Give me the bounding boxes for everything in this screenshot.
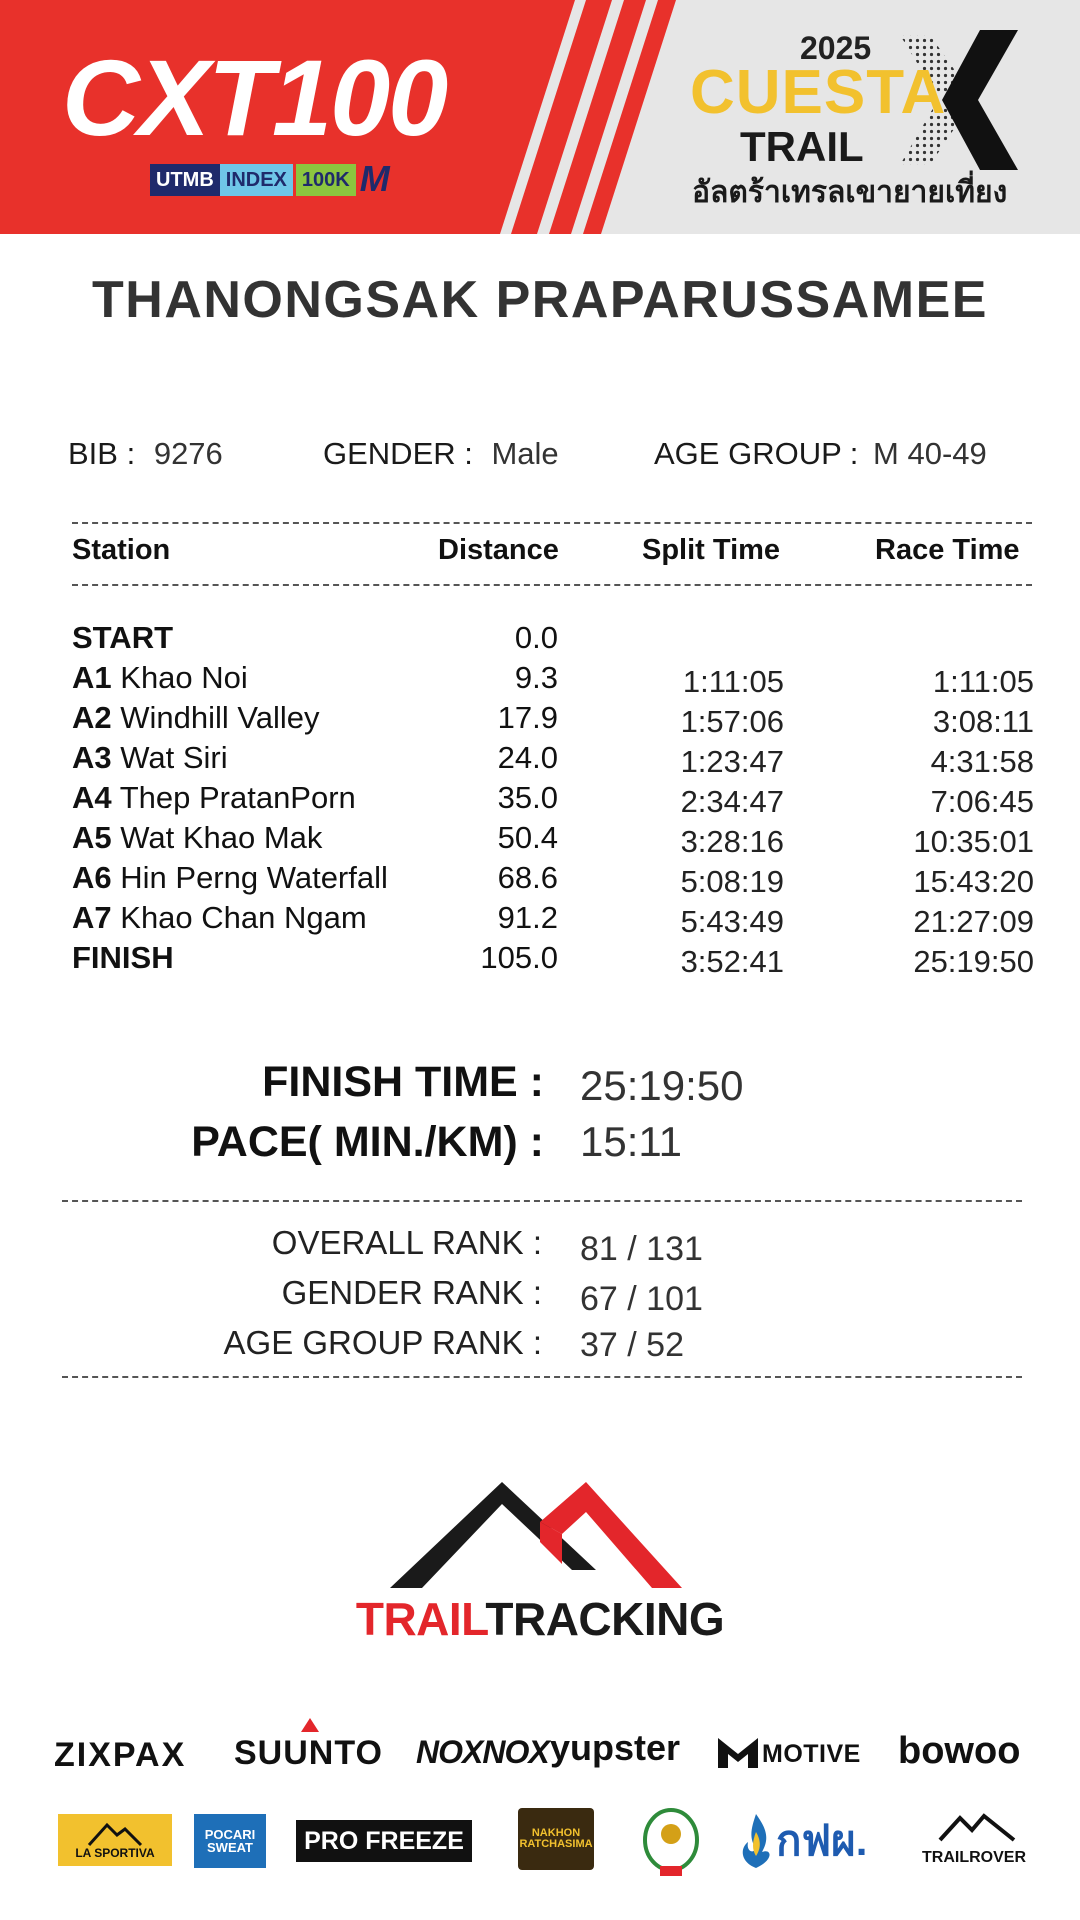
race-time-cell: 4:31:58 — [930, 744, 1034, 779]
station-cell — [72, 900, 367, 936]
distance-cell: 68.6 — [497, 860, 558, 895]
station-cell — [72, 860, 388, 896]
sponsor-la-sportiva — [58, 1814, 172, 1866]
pocari-text: POCARI — [204, 1827, 256, 1842]
age-group-label: AGE GROUP : — [654, 436, 859, 471]
bib-label: BIB : — [68, 436, 136, 471]
race-time-cell: 15:43:20 — [913, 864, 1034, 899]
station-name: Khao Chan Ngam — [120, 900, 367, 935]
trailtracking-logo-text — [0, 1592, 1080, 1646]
sponsor-pro-freeze: PRO FREEZE — [296, 1820, 472, 1862]
cuesta-title: CUESTA — [690, 58, 947, 127]
station-name: Wat Khao Mak — [120, 820, 323, 855]
split-time-cell: 3:28:16 — [680, 824, 784, 859]
utmb-category: M — [359, 158, 390, 199]
split-time-cell: 3:52:41 — [680, 944, 784, 979]
split-time-cell: 1:57:06 — [680, 704, 784, 739]
split-time-cell: 2:34:47 — [680, 784, 784, 819]
table-row — [0, 620, 1080, 660]
la-sportiva-mountain-icon — [87, 1821, 143, 1847]
station-cell — [72, 620, 173, 656]
provincial-seal-icon — [640, 1804, 702, 1880]
table-row — [0, 860, 1080, 900]
finish-time-value: 25:19:50 — [580, 1062, 744, 1109]
suunto-triangle-icon — [301, 1718, 319, 1732]
col-header-distance: Distance — [438, 534, 559, 566]
sponsor-zixpax: ZIXPAX — [54, 1736, 187, 1774]
station-code: A6 — [72, 860, 112, 895]
split-time-cell: 1:11:05 — [682, 664, 784, 699]
col-header-station: Station — [72, 534, 171, 566]
sponsor-bowoo: bowoo — [898, 1730, 1021, 1772]
divider-ranks-bottom — [62, 1376, 1022, 1378]
cxt100-logo: CXT100 — [62, 37, 447, 158]
station-name: Hin Perng Waterfall — [120, 860, 388, 895]
pace-label: PACE( MIN./KM) : — [191, 1118, 544, 1166]
station-code: A4 — [72, 780, 112, 815]
station-cell — [72, 700, 320, 736]
race-time-cell: 1:11:05 — [932, 664, 1034, 699]
age-group-value: M 40-49 — [873, 436, 987, 471]
bib-value: 9276 — [153, 436, 223, 471]
table-row — [0, 900, 1080, 940]
race-time-cell: 7:06:45 — [930, 784, 1034, 819]
distance-cell: 91.2 — [497, 900, 558, 935]
station-name: Thep PratanPorn — [119, 780, 356, 815]
trailtracking-text-b: TRACKING — [485, 1593, 725, 1645]
table-row — [0, 940, 1080, 980]
pace-value: 15:11 — [580, 1118, 682, 1165]
station-code: A5 — [72, 820, 112, 855]
utmb-brand: UTMB — [150, 164, 220, 196]
trail-title: TRAIL — [740, 123, 864, 170]
station-cell — [72, 940, 174, 976]
divider-header — [72, 584, 1032, 586]
sponsor-egat: กฟผ. — [776, 1817, 868, 1864]
distance-cell: 17.9 — [497, 700, 558, 735]
divider-ranks-top — [62, 1200, 1022, 1202]
split-time-cell: 5:43:49 — [680, 904, 784, 939]
nakhon-text: NAKHON — [531, 1827, 581, 1839]
table-row — [0, 660, 1080, 700]
sponsor-noxnox: NOXNOX — [416, 1734, 549, 1770]
trailrover-mountain-icon — [938, 1812, 1016, 1842]
station-cell — [72, 660, 248, 696]
station-name: Wat Siri — [120, 740, 228, 775]
age-group-rank-value: 37 / 52 — [580, 1326, 684, 1364]
motive-icon — [718, 1738, 758, 1768]
station-cell — [72, 740, 228, 776]
ratchasima-text: RATCHASIMA — [519, 1838, 593, 1850]
overall-rank-value: 81 / 131 — [580, 1230, 703, 1268]
distance-cell: 0.0 — [514, 620, 558, 655]
distance-cell: 24.0 — [497, 740, 558, 775]
gender-info — [323, 436, 559, 472]
trailtracking-text-a: TRAIL — [355, 1593, 486, 1645]
runner-name: THANONGSAK PRAPARUSSAMEE — [92, 271, 988, 329]
race-time-cell: 25:19:50 — [913, 944, 1034, 979]
gender-rank-value: 67 / 101 — [580, 1280, 703, 1318]
distance-cell: 9.3 — [514, 660, 558, 695]
thai-event-title: อัลตร้าเทรลเขายายเที่ยง — [692, 176, 1008, 209]
distance-cell: 50.4 — [497, 820, 558, 855]
sponsor-nakhon — [518, 1808, 594, 1870]
trailtracking-mountain-icon — [390, 1478, 690, 1598]
gender-label: GENDER : — [323, 436, 473, 471]
sponsor-pocari-sweat — [194, 1814, 266, 1868]
table-row — [0, 780, 1080, 820]
split-time-cell: 5:08:19 — [680, 864, 784, 899]
bib-info — [68, 436, 223, 472]
split-time-cell: 1:23:47 — [680, 744, 784, 779]
col-header-race: Race Time — [875, 534, 1020, 566]
sponsor-yupster: yupster — [550, 1727, 681, 1768]
utmb-index: INDEX — [220, 164, 293, 196]
overall-rank-label: OVERALL RANK : — [271, 1224, 542, 1261]
station-code: A7 — [72, 900, 112, 935]
station-code: START — [72, 620, 174, 655]
distance-cell: 105.0 — [480, 940, 558, 975]
utmb-distance: 100K — [296, 164, 356, 196]
egat-flame-icon — [736, 1812, 776, 1870]
col-header-split: Split Time — [642, 534, 781, 566]
sweat-text: SWEAT — [207, 1840, 253, 1855]
station-code: A3 — [72, 740, 112, 775]
table-row — [0, 820, 1080, 860]
event-year: 2025 — [800, 30, 872, 66]
la-sportiva-text: LA SPORTIVA — [75, 1846, 155, 1860]
station-code: A2 — [72, 700, 112, 735]
age-group-rank-label: AGE GROUP RANK : — [223, 1324, 542, 1361]
race-time-cell: 3:08:11 — [932, 704, 1034, 739]
gender-value: Male — [491, 436, 559, 471]
station-cell — [72, 780, 356, 816]
table-row — [0, 740, 1080, 780]
station-name: Khao Noi — [120, 660, 248, 695]
sponsor-motive: MOTIVE — [762, 1740, 861, 1768]
table-row — [0, 700, 1080, 740]
station-code: FINISH — [72, 940, 174, 975]
station-name: Windhill Valley — [120, 700, 320, 735]
distance-cell: 35.0 — [497, 780, 558, 815]
race-time-cell: 21:27:09 — [913, 904, 1034, 939]
utmb-index-badge — [150, 158, 390, 199]
race-time-cell: 10:35:01 — [913, 824, 1034, 859]
gender-rank-label: GENDER RANK : — [281, 1274, 542, 1311]
age-group-info — [654, 436, 987, 472]
header-banner — [0, 0, 1080, 234]
sponsor-trailrover: TRAILROVER — [922, 1849, 1026, 1866]
divider-top — [72, 522, 1032, 524]
station-code: A1 — [72, 660, 112, 695]
finish-time-label: FINISH TIME : — [262, 1058, 544, 1106]
station-cell — [72, 820, 322, 856]
sponsor-suunto: SUUNTO — [234, 1734, 383, 1772]
